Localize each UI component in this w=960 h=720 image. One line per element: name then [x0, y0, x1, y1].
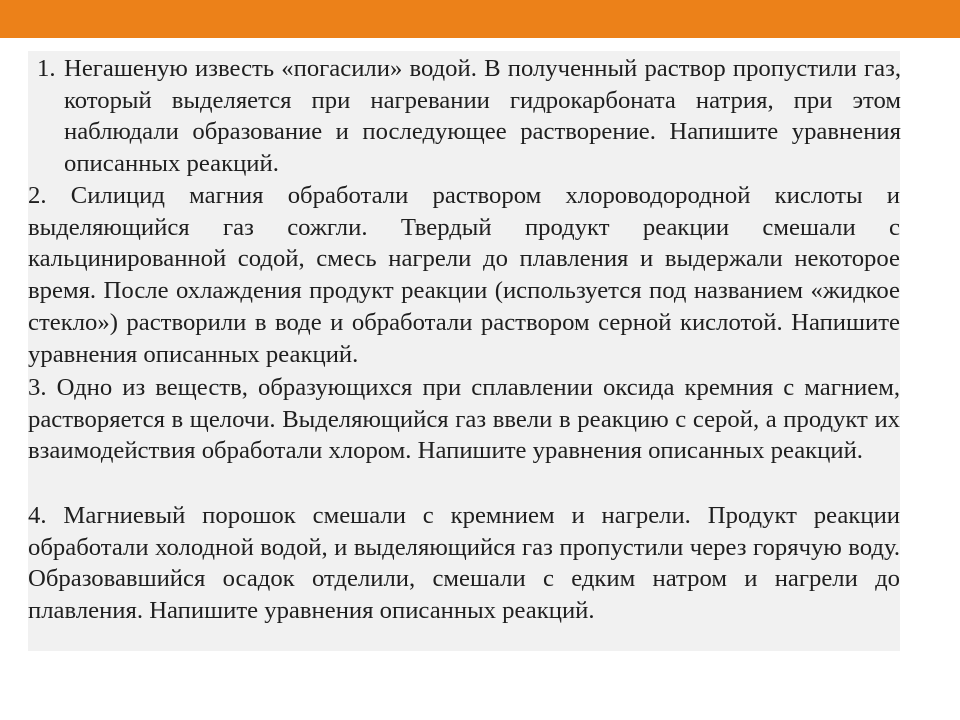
- accent-bar: [0, 0, 960, 38]
- task-1-number: 1.: [37, 55, 56, 82]
- task-4: 4. Магниевый порошок смешали с кремнием и нагрели. Продукт реакции обработали холодной водой, и выделяющийся газ пропустили через горячую воду. Образовавшийся осадок отделили, смешали с едким натром и нагрели до плавления. Напишите уравнения описанных реакций.: [28, 502, 900, 625]
- task-1-text: Негашеную известь «погасили» водой. В полученный раствор пропустили газ, который выделяется при нагревании гидрокарбоната натрия, при этом наблюдали образование и последующее растворение. Напишите уравнения описанных реакций.: [64, 55, 901, 178]
- task-2: 2. Силицид магния обработали раствором хлороводородной кислоты и выделяющийся газ сожгли. Твердый продукт реакции смешали с кальцинированной содой, смесь нагрели до плавления и выдержали некоторое время. После охлаждения продукт реакции (используется под названием «жидкое стекло») растворили в воде и обработали раствором серной кислотой. Напишите уравнения описанных реакций.: [28, 182, 900, 368]
- task-3: 3. Одно из веществ, образующихся при сплавлении оксида кремния с магнием, растворяется в щелочи. Выделяющийся газ ввели в реакцию с серой, а продукт их взаимодействия обработали хлором. Напишите уравнения описанных реакций.: [28, 374, 900, 465]
- task-1: [37, 53, 901, 180]
